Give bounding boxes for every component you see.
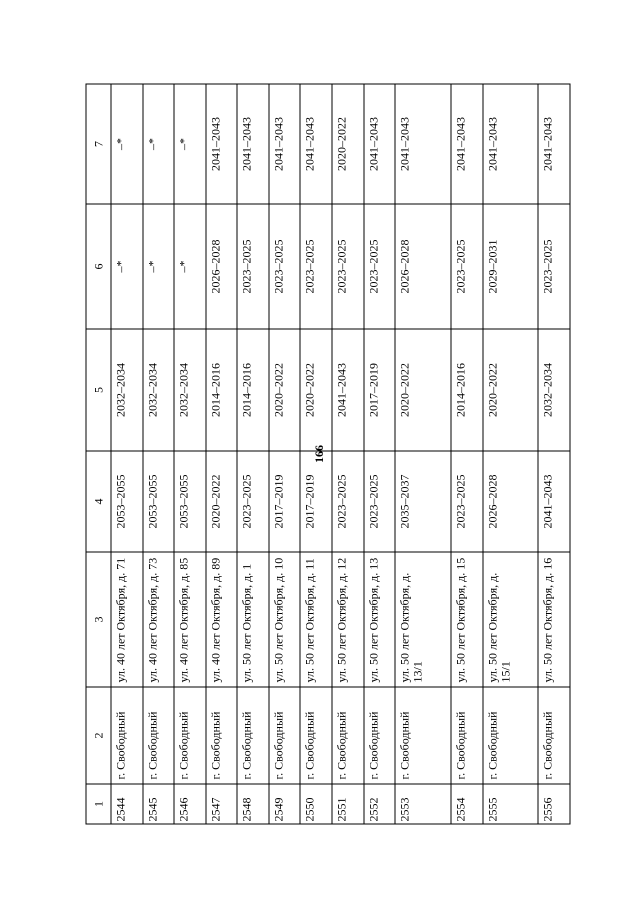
period-7-cell: 2041–2043 — [450, 84, 482, 204]
table-row — [395, 84, 451, 824]
city-cell: г. Свободный — [395, 687, 451, 784]
period-6-cell: 2029–2031 — [482, 204, 538, 329]
row-number-cell: 2544 — [111, 784, 143, 824]
table-row — [205, 84, 237, 824]
period-5-cell: 2020–2022 — [482, 329, 538, 451]
address-cell: ул. 50 лет Октября, д. 15 — [450, 552, 482, 687]
period-7-cell: 2041–2043 — [237, 84, 269, 204]
table-row — [450, 84, 482, 824]
period-7-cell: –* — [142, 84, 174, 204]
address-cell: ул. 40 лет Октября, д. 71 — [111, 552, 143, 687]
period-4-cell: 2023–2025 — [450, 451, 482, 552]
period-4-cell: 2041–2043 — [538, 451, 570, 552]
city-cell: г. Свободный — [538, 687, 570, 784]
period-5-cell: 2020–2022 — [268, 329, 300, 451]
period-7-cell: 2020–2022 — [332, 84, 364, 204]
period-6-cell: 2026–2028 — [395, 204, 451, 329]
row-number-cell: 2546 — [174, 784, 206, 824]
period-5-cell: 2014–2016 — [237, 329, 269, 451]
address-cell: ул. 40 лет Октября, д. 73 — [142, 552, 174, 687]
period-5-cell: 2014–2016 — [450, 329, 482, 451]
row-number-cell: 2554 — [450, 784, 482, 824]
page-number: 166 — [312, 445, 326, 463]
row-number-cell: 2548 — [237, 784, 269, 824]
period-4-cell: 2017–2019 — [300, 451, 332, 552]
period-4-cell: 2020–2022 — [205, 451, 237, 552]
city-cell: г. Свободный — [300, 687, 332, 784]
period-6-cell: –* — [174, 204, 206, 329]
row-number-cell: 2556 — [538, 784, 570, 824]
period-6-cell: –* — [111, 204, 143, 329]
table-row — [174, 84, 206, 824]
period-7-cell: 2041–2043 — [395, 84, 451, 204]
table-row — [538, 84, 570, 824]
column-header-2: 2 — [86, 687, 111, 784]
address-cell: ул. 50 лет Октября, д. 10 — [268, 552, 300, 687]
table-body — [111, 84, 570, 824]
data-table — [85, 83, 570, 824]
city-cell: г. Свободный — [482, 687, 538, 784]
table-row — [363, 84, 395, 824]
city-cell: г. Свободный — [363, 687, 395, 784]
city-cell: г. Свободный — [268, 687, 300, 784]
city-cell: г. Свободный — [205, 687, 237, 784]
period-6-cell: 2023–2025 — [363, 204, 395, 329]
period-7-cell: 2041–2043 — [538, 84, 570, 204]
address-cell: ул. 50 лет Октября, д. 16 — [538, 552, 570, 687]
period-4-cell: 2023–2025 — [332, 451, 364, 552]
header-row — [86, 84, 111, 824]
address-cell: ул. 50 лет Октября, д. 11 — [300, 552, 332, 687]
row-number-cell: 2550 — [300, 784, 332, 824]
period-4-cell: 2017–2019 — [268, 451, 300, 552]
period-7-cell: –* — [111, 84, 143, 204]
period-6-cell: –* — [142, 204, 174, 329]
period-5-cell: 2017–2019 — [363, 329, 395, 451]
period-4-cell: 2053–2055 — [142, 451, 174, 552]
period-7-cell: 2041–2043 — [205, 84, 237, 204]
address-cell: ул. 50 лет Октября, д. 13 — [363, 552, 395, 687]
period-5-cell: 2032–2034 — [142, 329, 174, 451]
data-table-container — [85, 84, 570, 824]
column-header-3: 3 — [86, 552, 111, 687]
city-cell: г. Свободный — [332, 687, 364, 784]
period-5-cell: 2020–2022 — [395, 329, 451, 451]
table-row — [142, 84, 174, 824]
row-number-cell: 2552 — [363, 784, 395, 824]
period-4-cell: 2053–2055 — [111, 451, 143, 552]
address-cell: ул. 50 лет Октября, д. 15/1 — [482, 552, 538, 687]
row-number-cell: 2547 — [205, 784, 237, 824]
row-number-cell: 2553 — [395, 784, 451, 824]
period-5-cell: 2041–2043 — [332, 329, 364, 451]
city-cell: г. Свободный — [237, 687, 269, 784]
table-row — [332, 84, 364, 824]
period-4-cell: 2023–2025 — [363, 451, 395, 552]
table-row — [482, 84, 538, 824]
period-7-cell: 2041–2043 — [300, 84, 332, 204]
row-number-cell: 2549 — [268, 784, 300, 824]
city-cell: г. Свободный — [450, 687, 482, 784]
address-cell: ул. 40 лет Октября, д. 89 — [205, 552, 237, 687]
table-row — [237, 84, 269, 824]
table-row — [111, 84, 143, 824]
period-5-cell: 2032–2034 — [174, 329, 206, 451]
column-header-1: 1 — [86, 784, 111, 824]
row-number-cell: 2555 — [482, 784, 538, 824]
period-6-cell: 2023–2025 — [332, 204, 364, 329]
period-7-cell: –* — [174, 84, 206, 204]
column-header-4: 4 — [86, 451, 111, 552]
city-cell: г. Свободный — [111, 687, 143, 784]
period-4-cell: 2053–2055 — [174, 451, 206, 552]
period-6-cell: 2023–2025 — [237, 204, 269, 329]
column-header-6: 6 — [86, 204, 111, 329]
city-cell: г. Свободный — [174, 687, 206, 784]
period-4-cell: 2026–2028 — [482, 451, 538, 552]
period-6-cell: 2023–2025 — [300, 204, 332, 329]
period-7-cell: 2041–2043 — [268, 84, 300, 204]
address-cell: ул. 40 лет Октября, д. 85 — [174, 552, 206, 687]
column-header-7: 7 — [86, 84, 111, 204]
period-7-cell: 2041–2043 — [363, 84, 395, 204]
period-4-cell: 2023–2025 — [237, 451, 269, 552]
period-5-cell: 2020–2022 — [300, 329, 332, 451]
period-5-cell: 2032–2034 — [538, 329, 570, 451]
table-row — [300, 84, 332, 824]
period-6-cell: 2023–2025 — [538, 204, 570, 329]
period-6-cell: 2023–2025 — [450, 204, 482, 329]
period-5-cell: 2014–2016 — [205, 329, 237, 451]
row-number-cell: 2551 — [332, 784, 364, 824]
address-cell: ул. 50 лет Октября, д. 12 — [332, 552, 364, 687]
period-6-cell: 2026–2028 — [205, 204, 237, 329]
period-5-cell: 2032–2034 — [111, 329, 143, 451]
address-cell: ул. 50 лет Октября, д. 1 — [237, 552, 269, 687]
table-row — [268, 84, 300, 824]
period-6-cell: 2023–2025 — [268, 204, 300, 329]
column-header-5: 5 — [86, 329, 111, 451]
period-4-cell: 2035–2037 — [395, 451, 451, 552]
period-7-cell: 2041–2043 — [482, 84, 538, 204]
city-cell: г. Свободный — [142, 687, 174, 784]
address-cell: ул. 50 лет Октября, д. 13/1 — [395, 552, 451, 687]
table-header — [86, 84, 111, 824]
row-number-cell: 2545 — [142, 784, 174, 824]
